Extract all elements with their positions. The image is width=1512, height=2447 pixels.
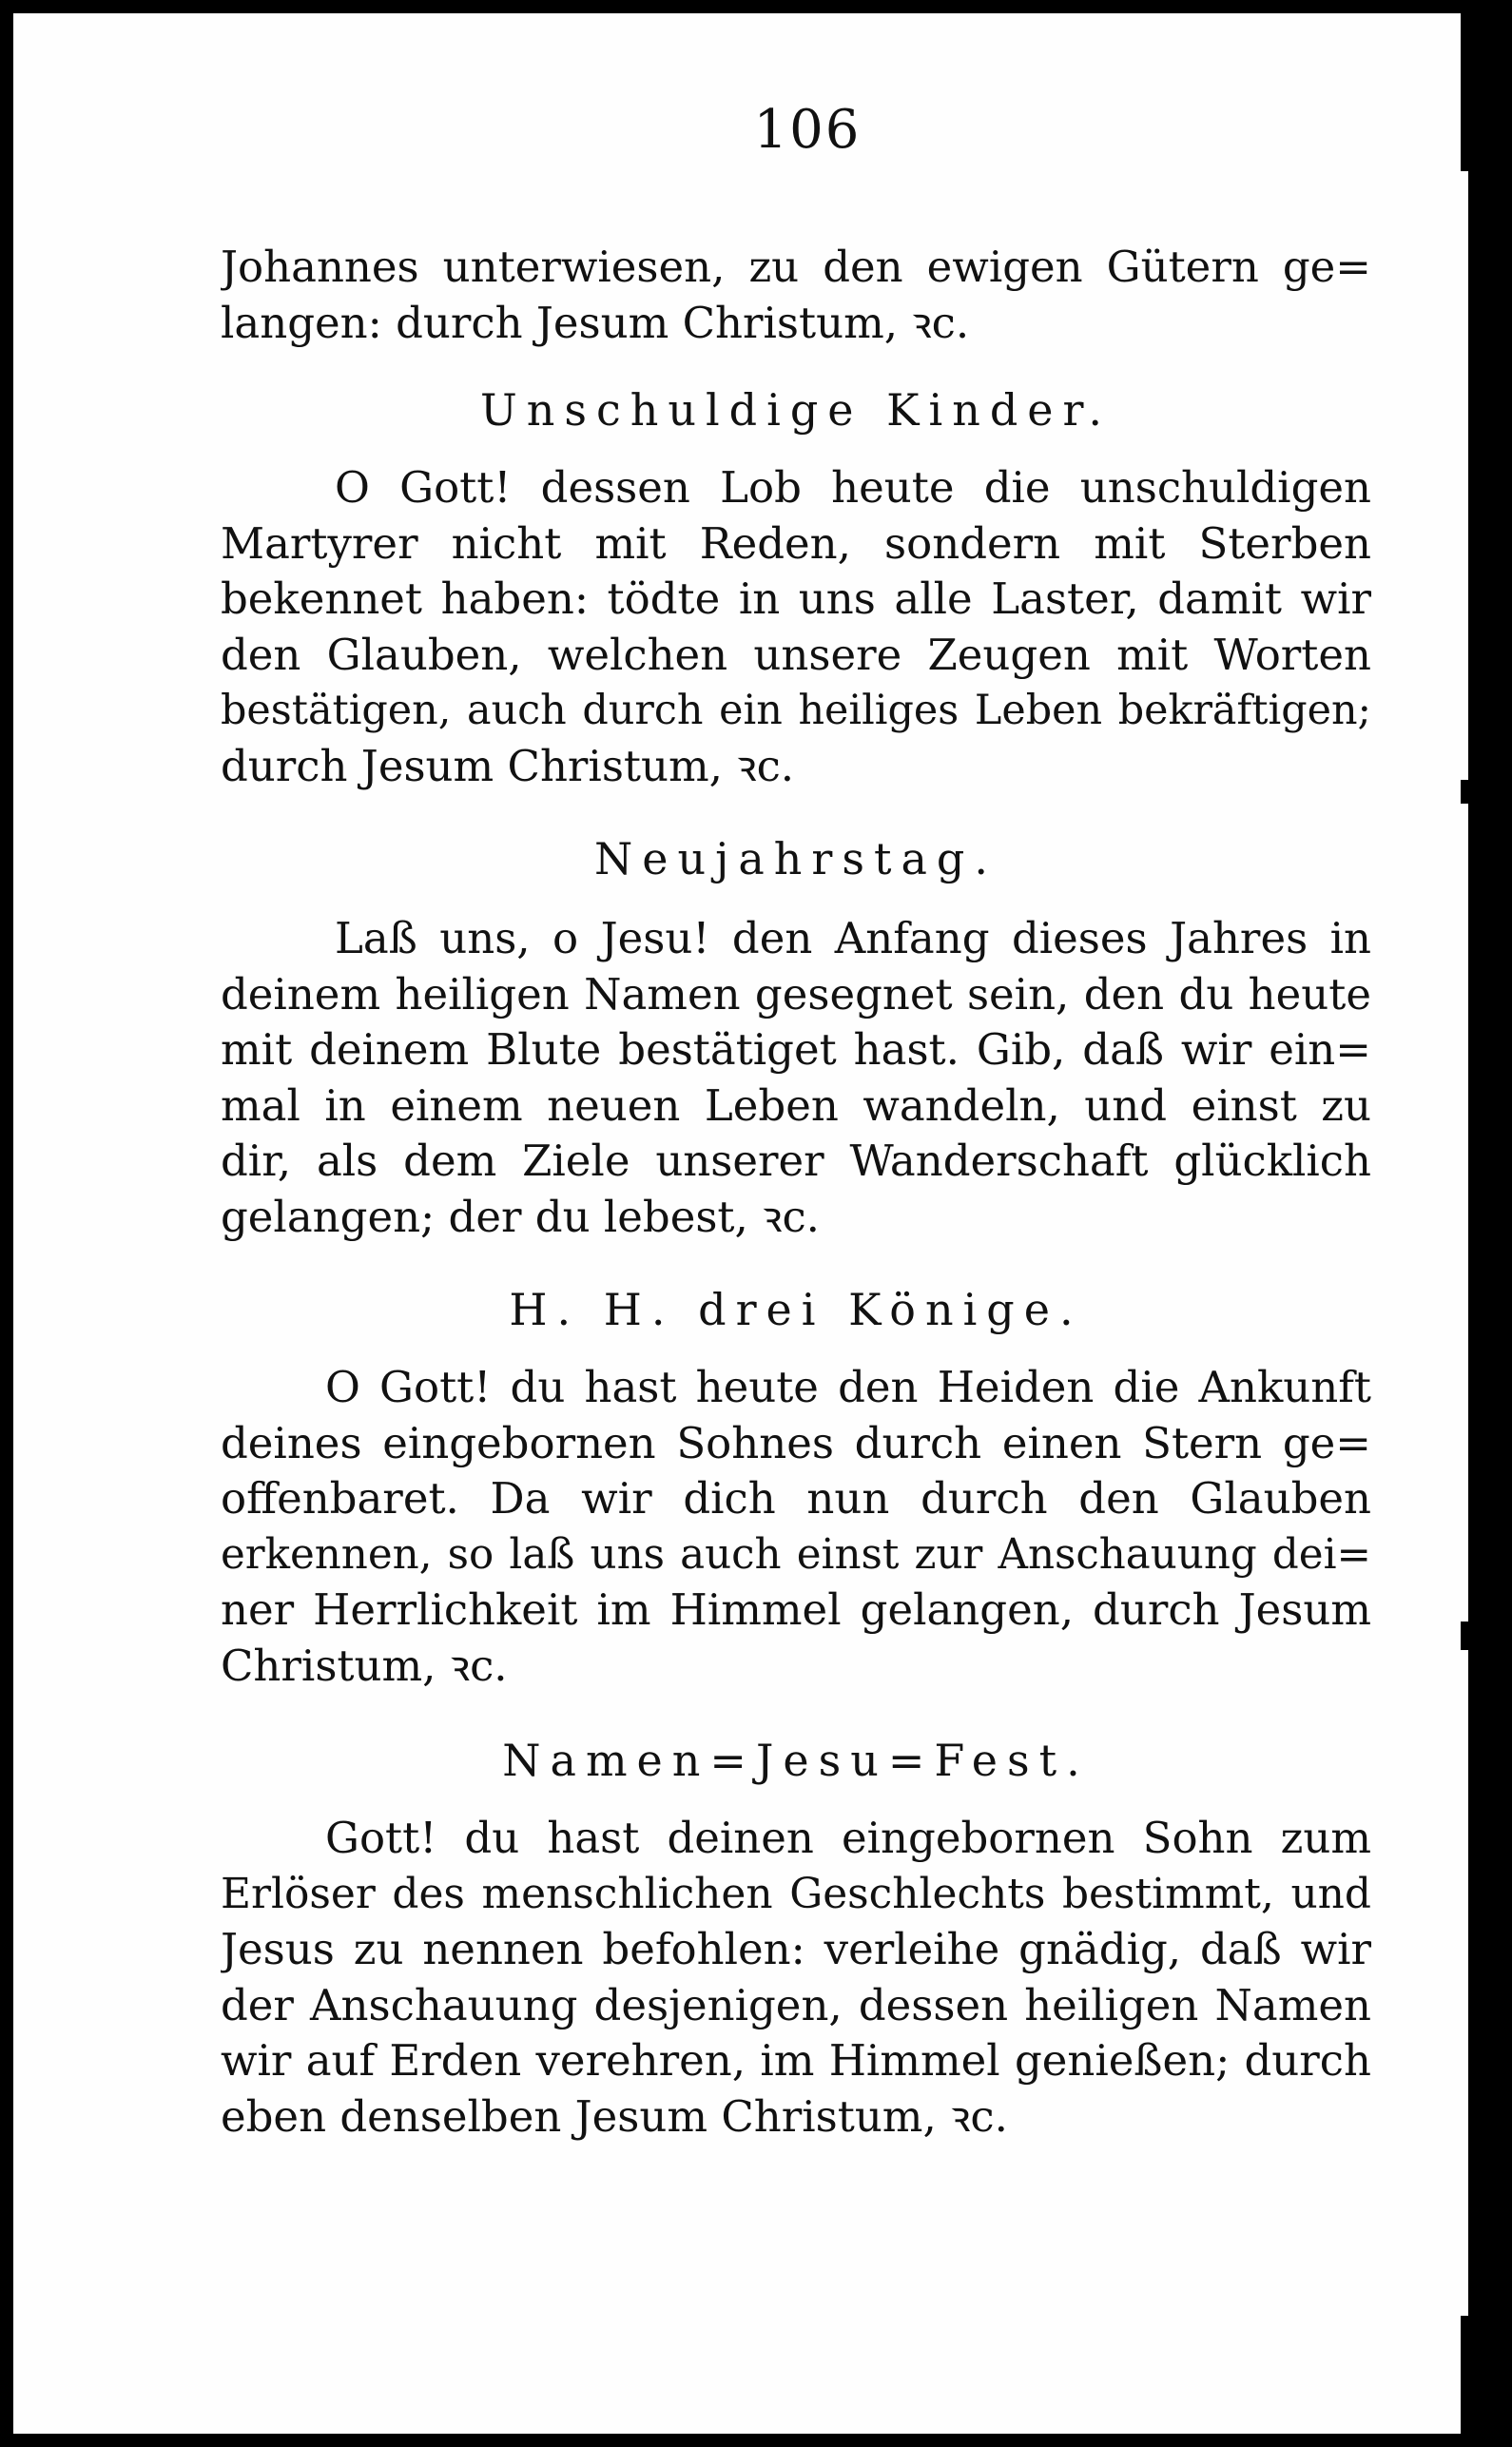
text-line: erkennen, so laß uns auch einst zur Anschauung dei=: [221, 1530, 1371, 1579]
text-line: Laß uns, o Jesu! den Anfang dieses Jahres in: [335, 913, 1371, 963]
text-line: den Glauben, welchen unsere Zeugen mit Worten: [221, 629, 1371, 680]
text-line: Gott! du hast deinen eingebornen Sohn zum: [325, 1813, 1371, 1863]
page-number: 106: [753, 99, 862, 161]
text-line: dir, als dem Ziele unserer Wanderschaft glücklich: [221, 1136, 1371, 1186]
paragraph: [221, 460, 1371, 794]
section-heading: Namen=Jesu=Fest.: [502, 1735, 1090, 1786]
paragraph: [221, 1360, 1371, 1694]
section-heading: Unschuldige Kinder.: [479, 384, 1113, 436]
text-line: mit deinem Blute bestätiget hast. Gib, daß wir ein=: [221, 1024, 1371, 1075]
text-line: durch Jesum Christum, ꝛc.: [221, 740, 795, 791]
section-heading: Neujahrstag.: [594, 833, 998, 884]
section-heading: H. H. drei Könige.: [509, 1284, 1083, 1335]
paragraph: [221, 911, 1371, 1245]
text-line: deinem heiligen Namen gesegnet sein, den du heute: [221, 968, 1371, 1020]
page-edge-strip: [1457, 1650, 1468, 2316]
text-line: Erlöser des menschlichen Geschlechts bestimmt, und: [221, 1869, 1371, 1918]
book-page: [13, 13, 1489, 2434]
text-line: ner Herrlichkeit im Himmel gelangen, durch Jesum: [221, 1584, 1371, 1635]
text-line: offenbaret. Da wir dich nun durch den Glauben: [221, 1473, 1371, 1524]
text-line: mal in einem neuen Leben wandeln, und einst zu: [221, 1079, 1371, 1131]
text-line: O Gott! du hast heute den Heiden die Ankunft: [325, 1362, 1371, 1412]
text-line: Jesus zu nennen befohlen: verleihe gnädig, daß wir: [221, 1924, 1371, 1974]
text-line: wir auf Erden verehren, im Himmel genießen; durch: [221, 2035, 1371, 2086]
text-line: O Gott! dessen Lob heute die unschuldigen: [335, 462, 1371, 513]
page-edge-strip: [1457, 171, 1468, 780]
text-line: langen: durch Jesum Christum, ꝛc.: [221, 297, 970, 348]
text-line: der Anschauung desjenigen, dessen heiligen Namen: [221, 1979, 1371, 2030]
text-line: deines eingebornen Sohnes durch einen Stern ge=: [221, 1417, 1371, 1468]
paragraph-continuation: [221, 240, 1371, 351]
paragraph: [221, 1811, 1371, 2145]
text-line: Christum, ꝛc.: [221, 1640, 508, 1691]
text-line: gelangen; der du lebest, ꝛc.: [221, 1191, 820, 1242]
text-line: Johannes unterwiesen, zu den ewigen Gütern ge=: [221, 242, 1371, 292]
text-line: bestätigen, auch durch ein heiliges Leben bekräftigen;: [221, 687, 1371, 734]
page-edge-shadow: [1461, 0, 1512, 2447]
text-line: bekennet haben: tödte in uns alle Laster, damit wir: [221, 573, 1371, 624]
page-edge-strip: [1457, 804, 1468, 1622]
text-line: eben denselben Jesum Christum, ꝛc.: [221, 2090, 1008, 2142]
text-line: Martyrer nicht mit Reden, sondern mit Sterben: [221, 517, 1371, 569]
